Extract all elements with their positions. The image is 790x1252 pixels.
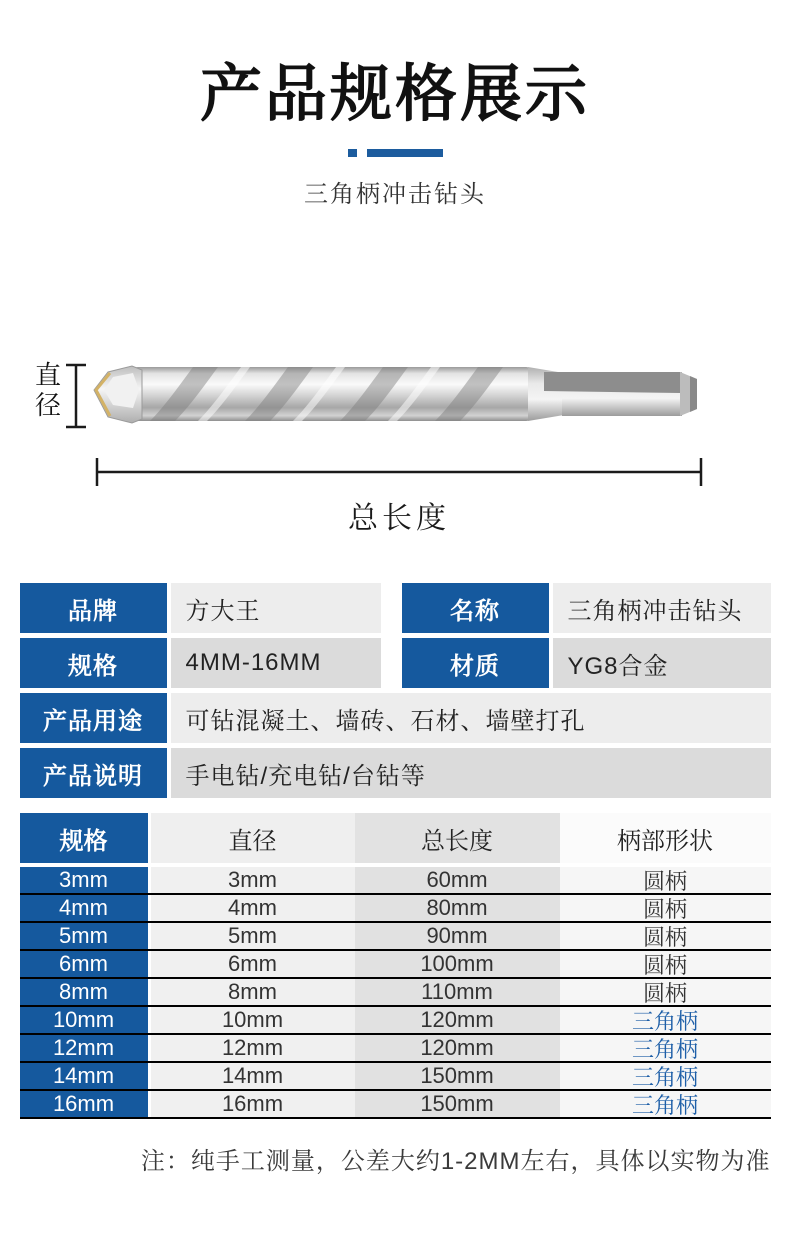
total-length-label: 总长度 <box>348 502 450 535</box>
size-table-header <box>20 813 771 863</box>
spec-row-description <box>20 748 771 798</box>
cell-spec: 8mm <box>20 979 151 1005</box>
spec-label-brand: 品牌 <box>20 583 167 633</box>
cell-length: 100mm <box>355 951 560 977</box>
cell-length: 80mm <box>355 895 560 921</box>
column-header-shank-shape: 柄部形状 <box>560 813 771 863</box>
spec-table <box>20 583 771 798</box>
table-row <box>20 867 771 895</box>
cell-diameter: 12mm <box>151 1035 355 1061</box>
cell-diameter: 5mm <box>151 923 355 949</box>
cell-spec: 12mm <box>20 1035 151 1061</box>
cell-diameter: 8mm <box>151 979 355 1005</box>
size-table <box>20 813 771 1119</box>
column-header-diameter: 直径 <box>151 813 355 863</box>
spec-value-size: 4MM-16MM <box>171 638 381 688</box>
spec-gap <box>381 638 402 688</box>
cell-shank: 三角柄 <box>560 1063 771 1089</box>
diameter-label: 直径 <box>34 360 61 420</box>
measurement-note: 注：纯手工测量，公差大约1-2MM左右，具体以实物为准 <box>140 1148 771 1175</box>
drill-figure <box>0 359 790 535</box>
cell-diameter: 4mm <box>151 895 355 921</box>
spec-gap <box>381 583 402 633</box>
table-row <box>20 1063 771 1091</box>
spec-value-brand: 方大王 <box>171 583 381 633</box>
page-title: 产品规格展示 <box>199 60 590 129</box>
spec-value-material: YG8合金 <box>553 638 771 688</box>
cell-length: 90mm <box>355 923 560 949</box>
cell-spec: 3mm <box>20 867 151 893</box>
cell-diameter: 6mm <box>151 951 355 977</box>
product-subtitle: 三角柄冲击钻头 <box>304 181 486 208</box>
spec-value-name: 三角柄冲击钻头 <box>553 583 771 633</box>
table-row <box>20 951 771 979</box>
cell-spec: 14mm <box>20 1063 151 1089</box>
cell-length: 150mm <box>355 1063 560 1089</box>
cell-diameter: 3mm <box>151 867 355 893</box>
cell-spec: 6mm <box>20 951 151 977</box>
cell-diameter: 16mm <box>151 1091 355 1117</box>
spec-label-material: 材质 <box>402 638 549 688</box>
title-divider <box>0 149 790 157</box>
table-row <box>20 979 771 1007</box>
cell-length: 60mm <box>355 867 560 893</box>
size-table-body <box>20 867 771 1119</box>
cell-shank: 圆柄 <box>560 895 771 921</box>
table-row <box>20 895 771 923</box>
spec-label-size: 规格 <box>20 638 167 688</box>
diameter-dimension-line <box>63 361 89 431</box>
table-row <box>20 1007 771 1035</box>
cell-length: 110mm <box>355 979 560 1005</box>
divider-bar-shape <box>367 149 443 157</box>
divider-square-shape <box>348 149 357 157</box>
cell-length: 120mm <box>355 1007 560 1033</box>
cell-spec: 5mm <box>20 923 151 949</box>
cell-shank: 圆柄 <box>560 951 771 977</box>
product-spec-page <box>0 44 790 1252</box>
table-row <box>20 923 771 951</box>
spec-value-usage: 可钻混凝土、墙砖、石材、墙壁打孔 <box>171 693 771 743</box>
cell-shank: 圆柄 <box>560 979 771 1005</box>
cell-shank: 三角柄 <box>560 1091 771 1117</box>
column-header-length: 总长度 <box>355 813 560 863</box>
column-header-spec: 规格 <box>20 813 151 863</box>
cell-shank: 三角柄 <box>560 1007 771 1033</box>
table-row <box>20 1091 771 1119</box>
spec-row-usage <box>20 693 771 743</box>
spec-row-size-material <box>20 638 771 688</box>
spec-label-description: 产品说明 <box>20 748 167 798</box>
spec-row-brand-name <box>20 583 771 633</box>
cell-length: 120mm <box>355 1035 560 1061</box>
spec-value-description: 手电钻/充电钻/台钻等 <box>171 748 771 798</box>
cell-diameter: 10mm <box>151 1007 355 1033</box>
cell-spec: 4mm <box>20 895 151 921</box>
cell-length: 150mm <box>355 1091 560 1117</box>
cell-shank: 三角柄 <box>560 1035 771 1061</box>
drill-bit-image <box>92 355 704 433</box>
cell-spec: 10mm <box>20 1007 151 1033</box>
cell-shank: 圆柄 <box>560 867 771 893</box>
spec-label-name: 名称 <box>402 583 549 633</box>
table-row <box>20 1035 771 1063</box>
cell-spec: 16mm <box>20 1091 151 1117</box>
cell-diameter: 14mm <box>151 1063 355 1089</box>
spec-label-usage: 产品用途 <box>20 693 167 743</box>
cell-shank: 圆柄 <box>560 923 771 949</box>
length-dimension-line <box>92 455 706 489</box>
